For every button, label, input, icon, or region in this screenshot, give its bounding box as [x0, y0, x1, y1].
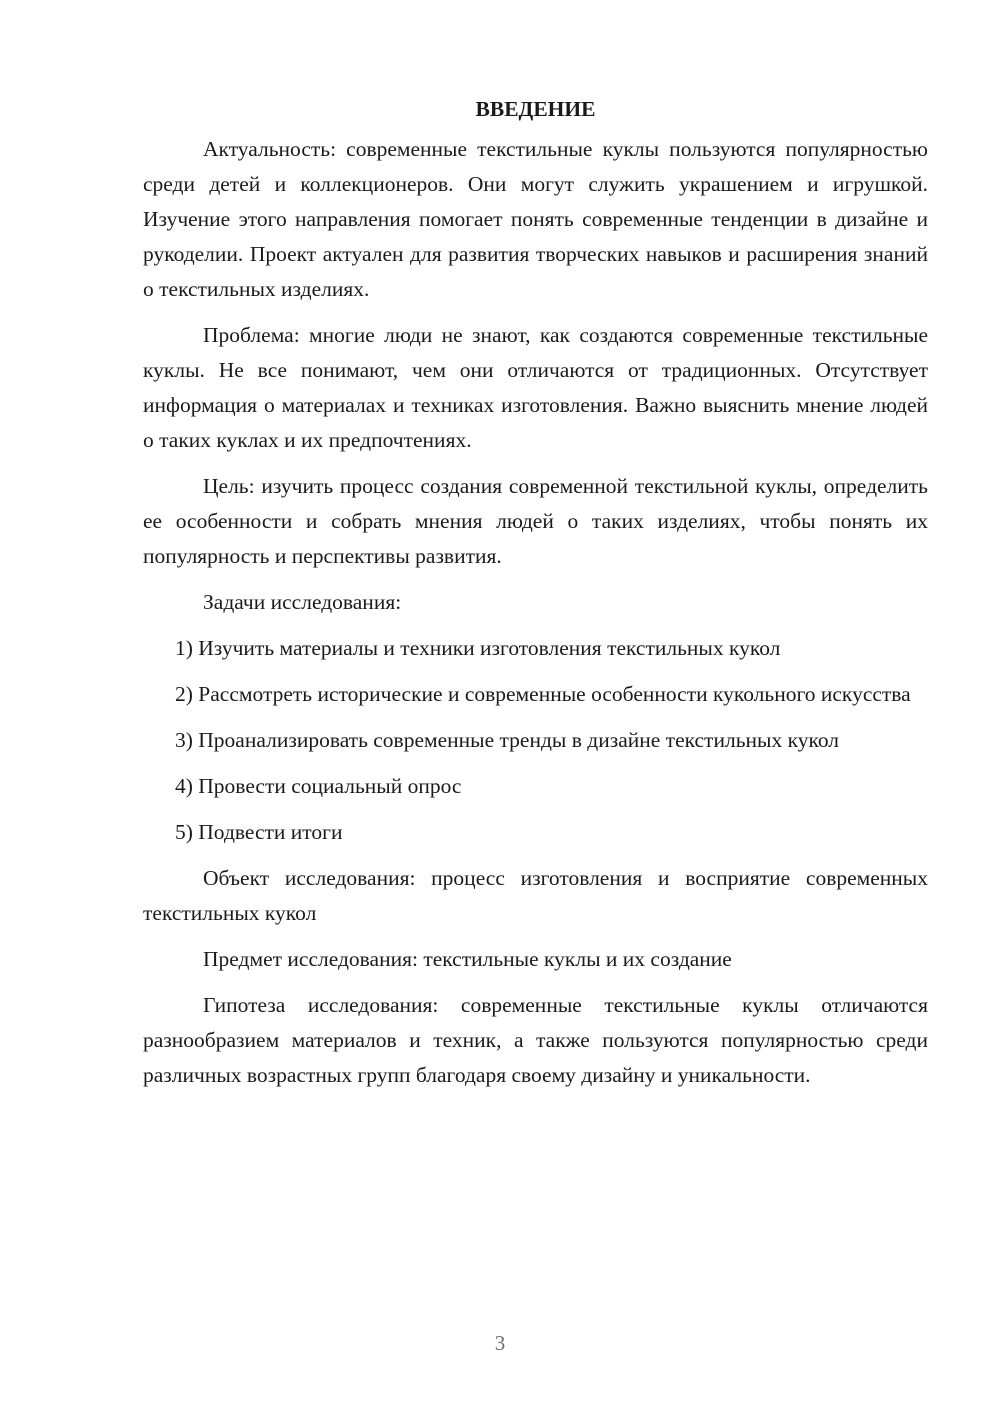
- tasks-heading: Задачи исследования:: [203, 590, 402, 614]
- goal-paragraph: Цель: изучить процесс создания современной текстильной куклы, определить ее особенности и собрать мнения людей о таких изделиях, чтобы понять их популярность и перспективы развития.: [143, 474, 928, 568]
- task-item-1: 1) Изучить материалы и техники изготовления текстильных кукол: [175, 636, 781, 660]
- problem-paragraph: Проблема: многие люди не знают, как создаются современные текстильные куклы. Не все понимают, чем они отличаются от традиционных. Отсутствует информация о материалах и техниках изготовления. Важно выяснить мнение людей о таких куклах и их предпочтениях.: [143, 323, 928, 452]
- relevance-paragraph: Актуальность: современные текстильные куклы пользуются популярностью среди детей и коллекционеров. Они могут служить украшением и игрушкой. Изучение этого направления помогает понять современные тенденции в дизайне и рукоделии. Проект актуален для развития творческих навыков и расширения знаний о текстильных изделиях.: [143, 137, 928, 301]
- task-item-4: 4) Провести социальный опрос: [175, 774, 462, 798]
- page-number: 3: [494, 1331, 506, 1355]
- document-page: [143, 92, 928, 1104]
- section-title: ВВЕДЕНИЕ: [475, 97, 596, 121]
- task-item-2: 2) Рассмотреть исторические и современные особенности кукольного искусства: [175, 682, 911, 706]
- object-paragraph: Объект исследования: процесс изготовления и восприятие современных текстильных кукол: [143, 866, 928, 925]
- hypothesis-paragraph: Гипотеза исследования: современные текстильные куклы отличаются разнообразием материалов и техник, а также пользуются популярностью среди различных возрастных групп благодаря своему дизайну и уникальности.: [143, 993, 928, 1087]
- subject-paragraph: Предмет исследования: текстильные куклы и их создание: [203, 947, 732, 971]
- task-item-5: 5) Подвести итоги: [175, 820, 343, 844]
- task-item-3: 3) Проанализировать современные тренды в дизайне текстильных кукол: [175, 728, 840, 752]
